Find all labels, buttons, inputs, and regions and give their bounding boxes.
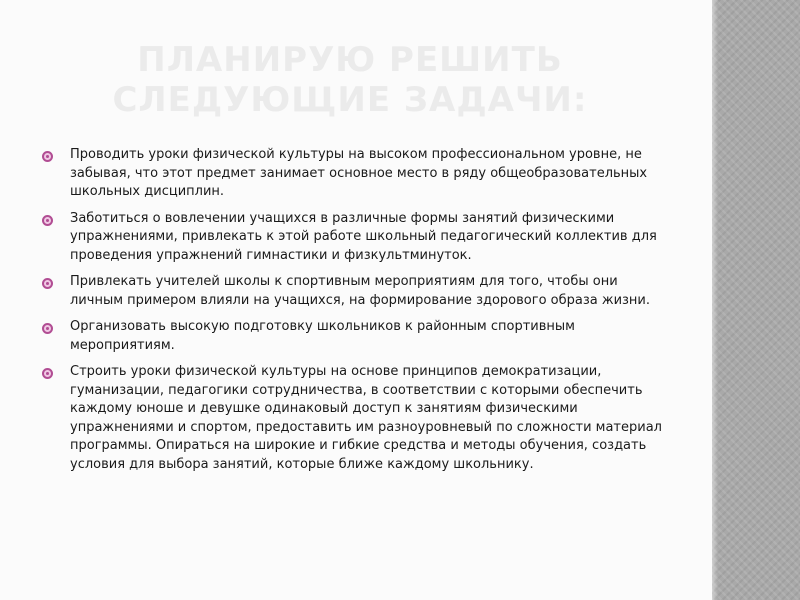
ring-bullet-icon — [42, 215, 53, 226]
bullet-text: Заботиться о вовлечении учащихся в различные формы занятий физическими упражнениями, привлекать к этой работе школьный педагогический коллектив для проведения упражнений гимнастики и физкультминуток. — [70, 210, 657, 263]
bullet-text: Проводить уроки физической культуры на высоком профессиональном уровне, не забывая, что этот предмет занимает основное место в ряду общеобразовательных школьных дисциплин. — [70, 147, 648, 199]
decorative-side-panel — [712, 0, 800, 600]
bullet-list — [42, 146, 670, 482]
bullet-item — [42, 146, 670, 202]
bullet-item — [42, 318, 670, 355]
bullet-item — [42, 273, 670, 310]
bullet-item — [42, 363, 670, 474]
bullet-text: Организовать высокую подготовку школьников к районным спортивным мероприятиям. — [70, 319, 575, 353]
bullet-text: Строить уроки физической культуры на основе принципов демократизации, гуманизации, педагогики сотрудничества, в соответствии с которыми обеспечить каждому юноше и девушке одинаковый доступ к занятиям физическими упражнениями и спортом, предоставить им разноуровневый по сложности материал программы. Опираться на широкие и гибкие средства и методы обучения, создать условия для выбора занятий, которые ближе каждому школьнику. — [70, 364, 662, 472]
ring-bullet-icon — [42, 151, 53, 162]
bullet-text: Привлекать учителей школы к спортивным мероприятиям для того, чтобы они личным примером влияли на учащихся, на формирование здорового образа жизни. — [70, 274, 651, 308]
side-panel-edge-highlight — [712, 0, 718, 600]
bullet-item — [42, 210, 670, 266]
slide-title: ПЛАНИРУЮ РЕШИТЬ СЛЕДУЮЩИЕ ЗАДАЧИ: — [112, 40, 588, 120]
ring-bullet-icon — [42, 278, 53, 289]
ring-bullet-icon — [42, 323, 53, 334]
ring-bullet-icon — [42, 368, 53, 379]
